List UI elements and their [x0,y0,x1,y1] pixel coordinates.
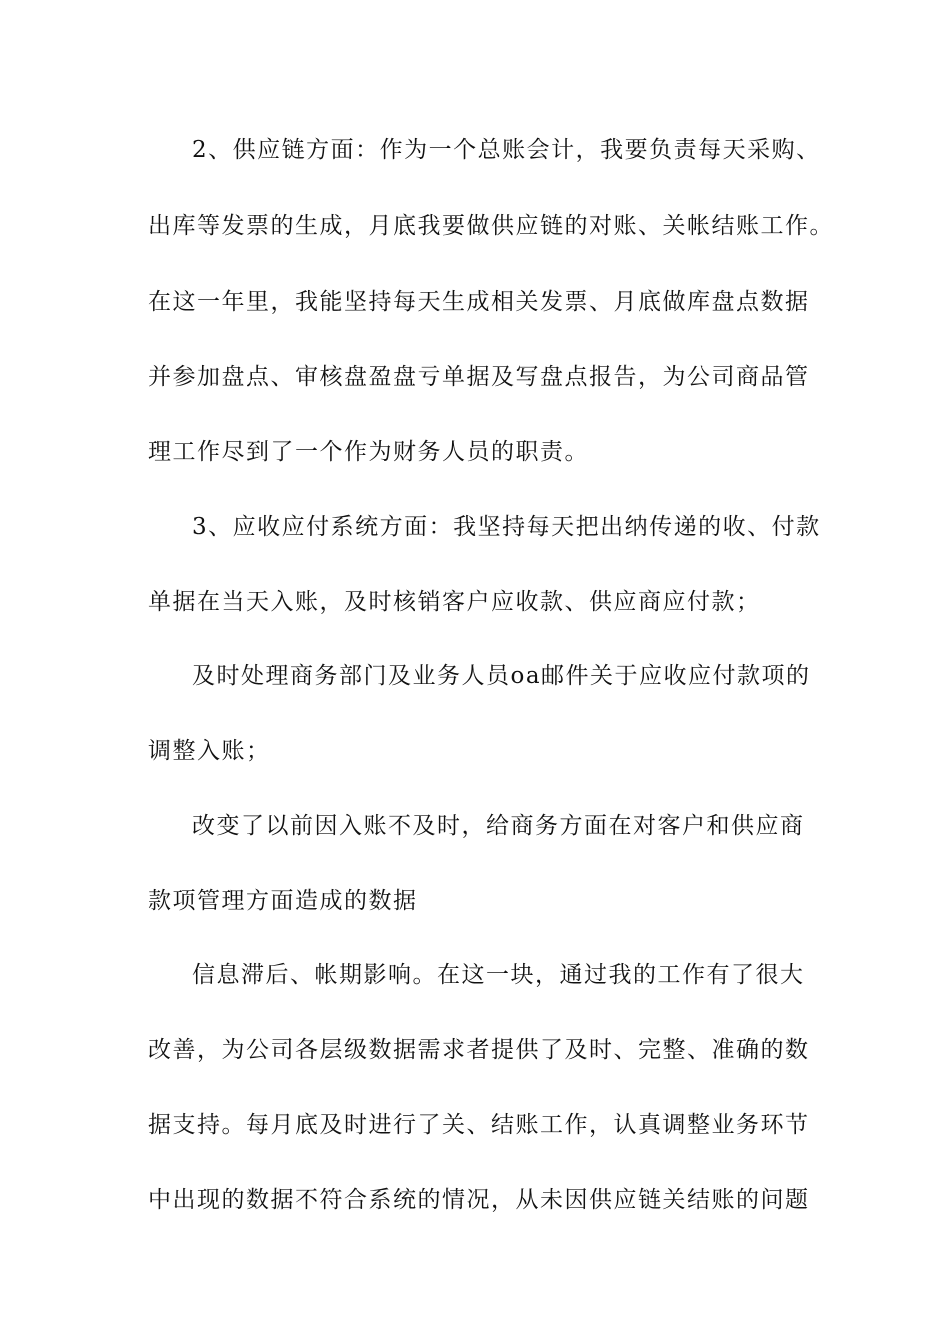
paragraph-improvement-line-1: 信息滞后、帐期影响。在这一块，通过我的工作有了很大 [192,962,805,988]
paragraph-change-line-2: 款项管理方面造成的数据 [148,888,418,914]
paragraph-oa-line-1: 及时处理商务部门及业务人员oa邮件关于应收应付款项的 [192,663,811,689]
paragraph-supply-chain-line-3: 在这一年里，我能坚持每天生成相关发票、月底做库盘点数据 [148,289,810,315]
paragraph-ar-ap-line-2: 单据在当天入账，及时核销客户应收款、供应商应付款； [148,589,761,615]
paragraph-supply-chain-line-2: 出库等发票的生成，月底我要做供应链的对账、关帐结账工作。 [148,213,834,239]
paragraph-change-line-1: 改变了以前因入账不及时，给商务方面在对客户和供应商 [192,813,805,839]
paragraph-supply-chain-line-5: 理工作尽到了一个作为财务人员的职责。 [148,439,589,465]
paragraph-supply-chain-line-1: 2、供应链方面：作为一个总账会计，我要负责每天采购、 [192,137,821,163]
paragraph-ar-ap-line-1: 3、应收应付系统方面：我坚持每天把出纳传递的收、付款 [192,514,821,540]
paragraph-improvement-line-2: 改善，为公司各层级数据需求者提供了及时、完整、准确的数 [148,1037,810,1063]
paragraph-supply-chain-line-4: 并参加盘点、审核盘盈盘亏单据及写盘点报告，为公司商品管 [148,364,810,390]
paragraph-oa-line-2: 调整入账； [148,738,271,764]
paragraph-improvement-line-4: 中出现的数据不符合系统的情况，从未因供应链关结账的问题 [148,1187,810,1213]
paragraph-improvement-line-3: 据支持。每月底及时进行了关、结账工作，认真调整业务环节 [148,1112,810,1138]
